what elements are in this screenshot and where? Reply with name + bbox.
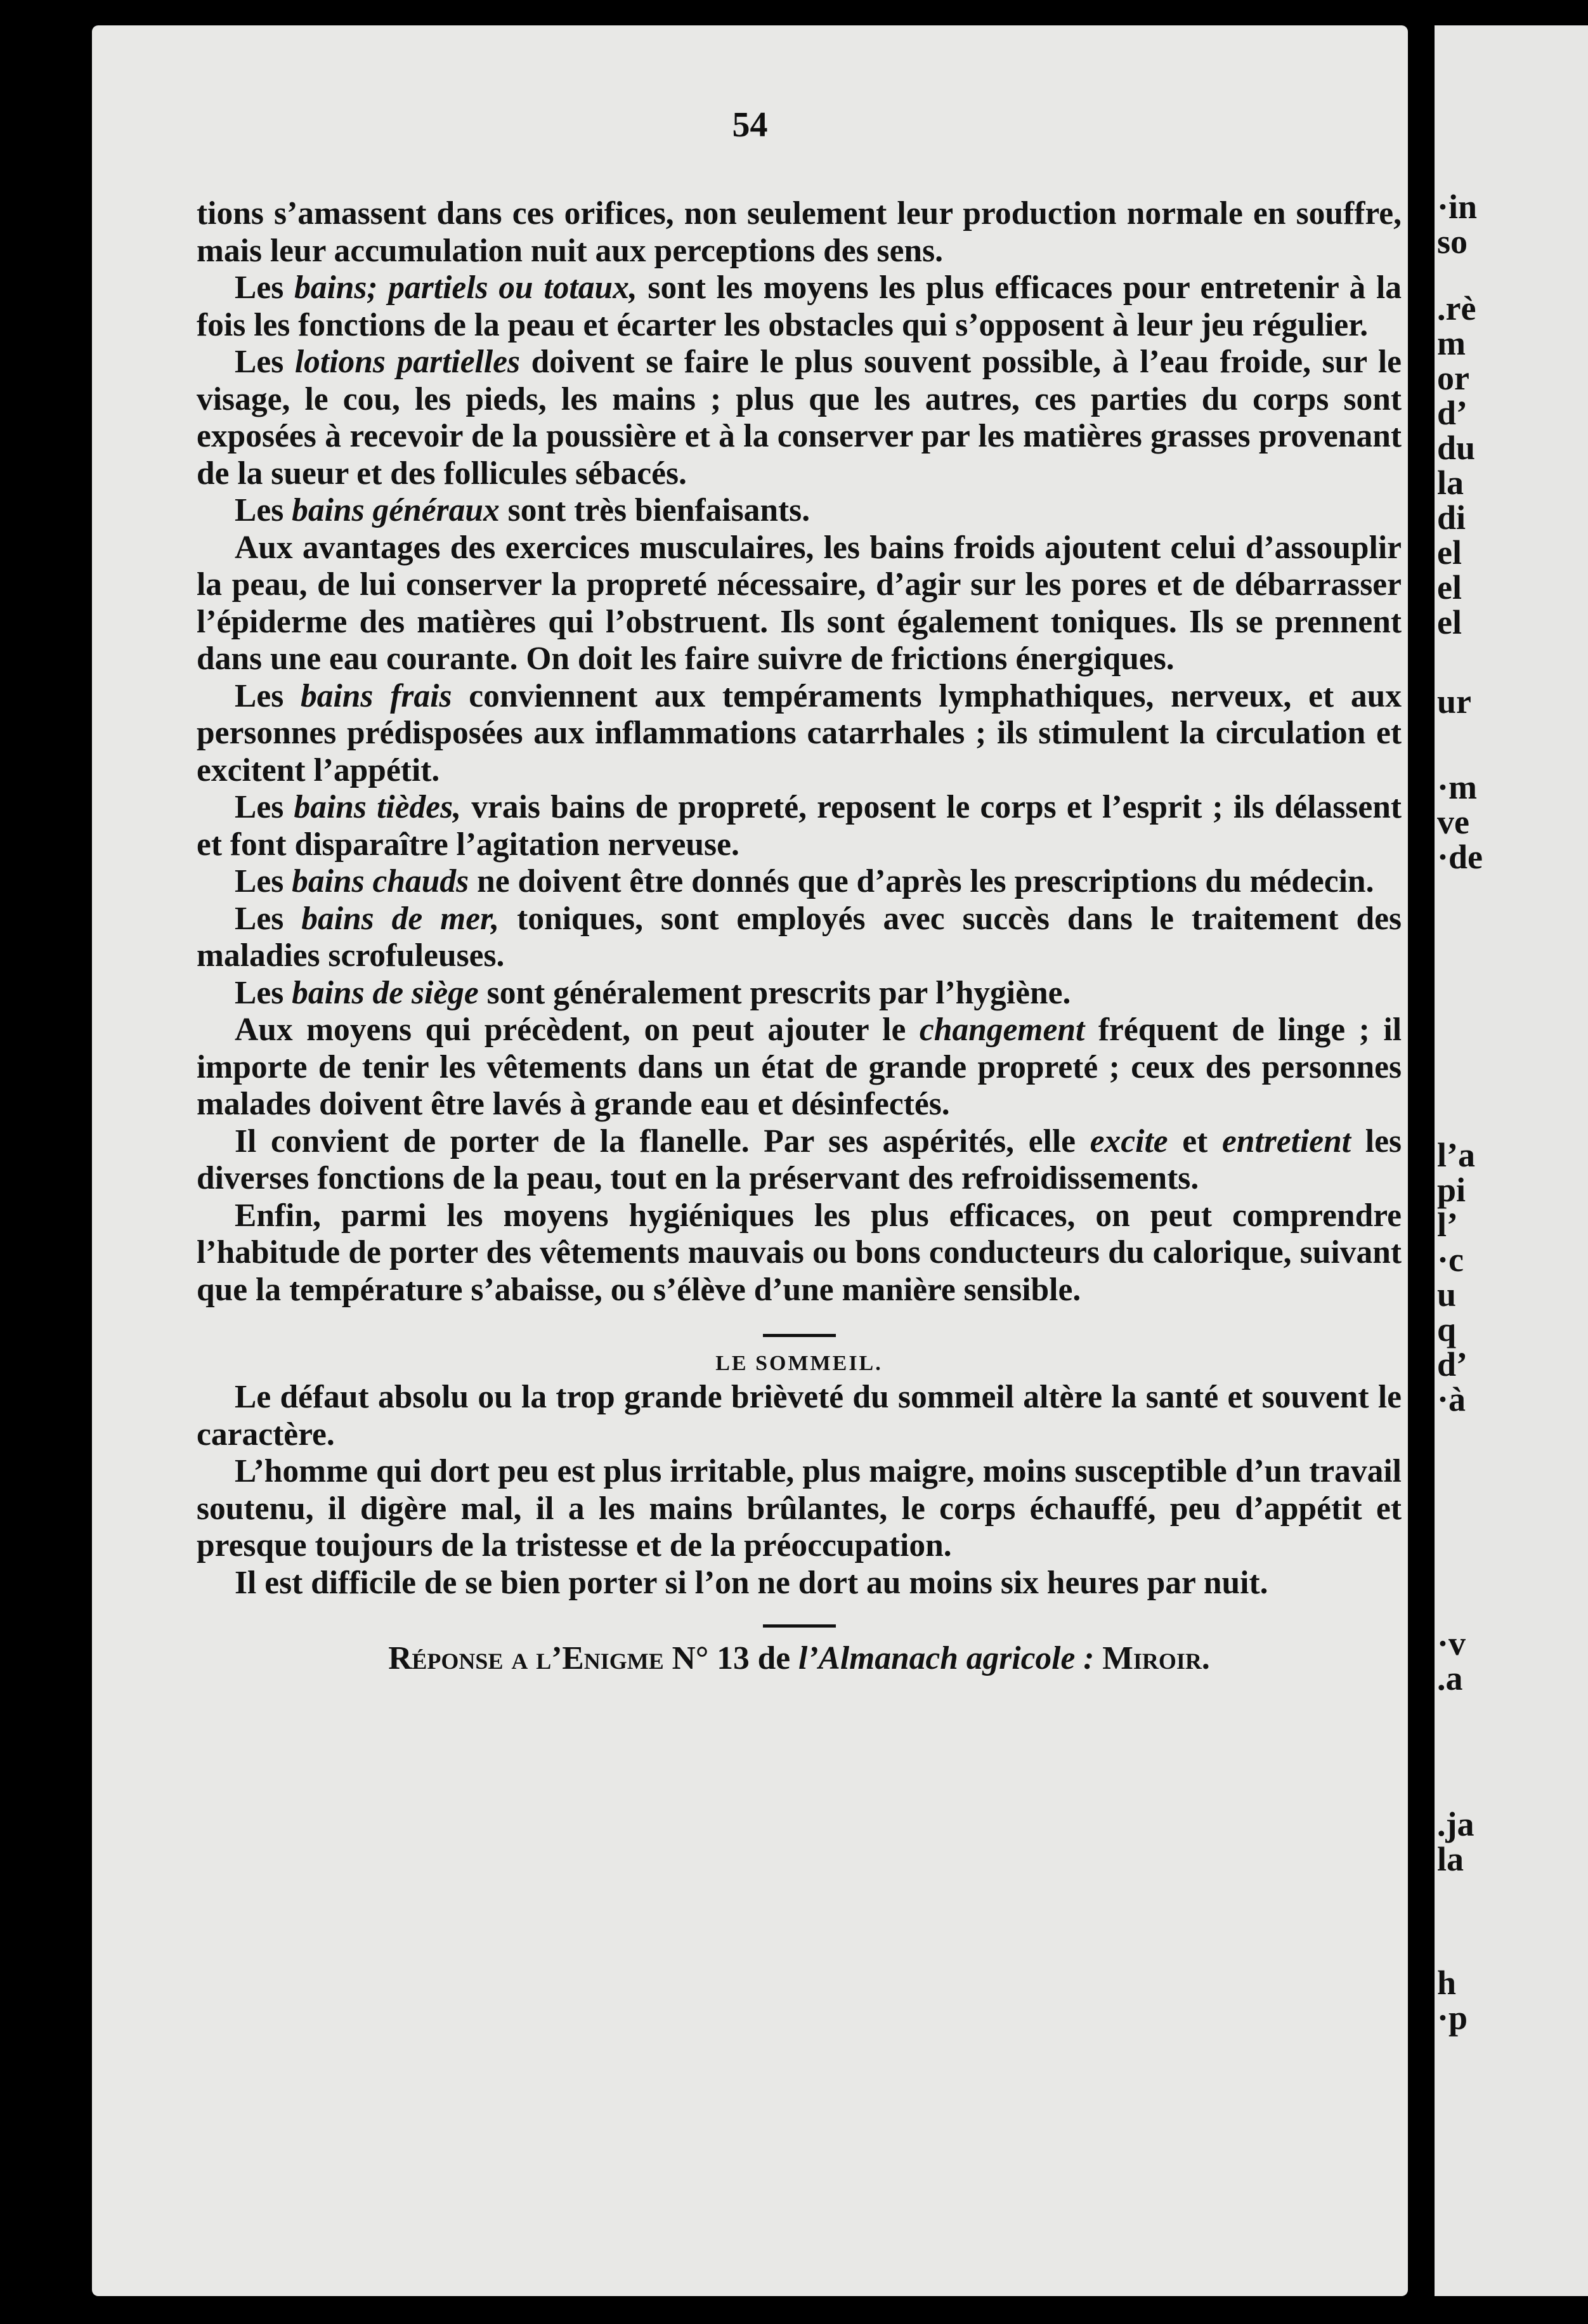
answer-label: Réponse a l’Enigme — [388, 1640, 664, 1676]
sommeil-paragraph — [197, 1379, 1402, 1453]
text-run: Il convient de porter de la flanelle. Par ses aspérités, elle — [235, 1123, 1090, 1159]
answer-source: l’Almanach agricole : — [798, 1640, 1095, 1676]
adjacent-page-text: ·in — [1437, 188, 1478, 226]
text-run: Aux avantages des exercices musculaires, les bains froids ajoutent celui d’assouplir la peau, de lui conserver la propreté nécessaire, d’agir sur les pores et de débarrasser l’épiderme des matières qui l’obstruent. Ils sont également toniques. Ils se prennent dans une eau courante. On doit les faire suivre de frictions énergiques. — [197, 529, 1402, 677]
body-paragraph — [197, 863, 1402, 901]
answer-number: N° 13 — [672, 1640, 750, 1676]
section-le-sommeil — [197, 1334, 1402, 1602]
riddle-answer — [197, 1640, 1402, 1678]
text-run: ne doivent être donnés que d’après les prescriptions du médecin. — [469, 863, 1374, 899]
text-run: Aux moyens qui précèdent, on peut ajouter le — [235, 1012, 920, 1048]
adjacent-page-text: ur — [1437, 682, 1471, 721]
page-body — [197, 195, 1402, 1678]
text-run: vrais bains de propreté, reposent le corps et l’esprit ; ils délassent et font disparaître l’agitation nerveuse. — [197, 789, 1402, 863]
text-run: Enfin, parmi les moyens hygiéniques les plus efficaces, on peut comprendre l’habitude de porter des vêtements mauvais ou bons conducteurs du calorique, suivant que la température s’abaisse, ou s’élève d’une manière sensible. — [197, 1197, 1402, 1308]
adjacent-page-text: el — [1437, 568, 1462, 606]
italic-term: bains généraux — [292, 492, 500, 528]
adjacent-page-text: ·à — [1437, 1380, 1466, 1418]
text-run: Les — [235, 492, 292, 528]
sommeil-paragraph — [197, 1565, 1402, 1602]
text-run: doivent se faire le plus souvent possible, à l’eau froide, sur le visage, le cou, les pieds, les mains ; plus que les autres, ces parties du corps sont exposées à recevoir de la poussière et à la conserver par les matières grasses provenant de la sueur et des follicules sébacés. — [197, 344, 1402, 492]
adjacent-page-text: pi — [1437, 1171, 1466, 1209]
page-number: 54 — [732, 105, 768, 145]
text-run: tions s’amassent dans ces orifices, non seulement leur production normale en souffre, mais leur accumulation nuit aux perceptions des sens. — [197, 195, 1402, 269]
body-paragraph — [197, 678, 1402, 790]
adjacent-page-text: el — [1437, 603, 1462, 641]
italic-term: bains frais — [300, 677, 452, 714]
text-run: Il est difficile de se bien porter si l’on ne dort au moins six heures par nuit. — [235, 1564, 1268, 1601]
text-run: fréquent de linge ; il importe de tenir les vêtements dans un état de grande propreté ; ceux des personnes malades doivent être lavés à grande eau et désinfectés. — [197, 1012, 1402, 1122]
book-page — [92, 25, 1408, 2296]
adjacent-page-text: d’ — [1437, 394, 1468, 432]
adjacent-page-text: la — [1437, 464, 1464, 502]
body-paragraph — [197, 1198, 1402, 1309]
text-run: Les — [235, 344, 295, 380]
body-paragraph — [197, 344, 1402, 492]
body-paragraph — [197, 1012, 1402, 1123]
main-paragraphs — [197, 195, 1402, 1309]
italic-term: bains de mer, — [301, 900, 500, 937]
adjacent-page-text: m — [1437, 324, 1466, 362]
text-run: Les — [235, 270, 294, 306]
adjacent-page-text: or — [1437, 359, 1469, 397]
body-paragraph — [197, 789, 1402, 863]
body-paragraph — [197, 492, 1402, 530]
body-paragraph — [197, 1123, 1402, 1198]
adjacent-page-text: la — [1437, 1840, 1464, 1878]
body-paragraph — [197, 270, 1402, 344]
adjacent-page-fragment — [1435, 25, 1588, 2296]
adjacent-page-text: di — [1437, 499, 1466, 537]
adjacent-page-text: ve — [1437, 803, 1469, 841]
text-run: Le défaut absolu ou la trop grande brièveté du sommeil altère la santé et souvent le caractère. — [197, 1379, 1402, 1452]
adjacent-page-text: el — [1437, 533, 1462, 571]
text-run: sont les moyens les plus efficaces pour entretenir à la fois les fonctions de la peau et écarter les obstacles qui s’opposent à leur jeu régulier. — [197, 270, 1402, 343]
italic-term: excite — [1090, 1123, 1168, 1159]
italic-term: bains de siège — [292, 974, 479, 1011]
italic-term: bains; partiels ou totaux, — [294, 270, 637, 306]
italic-term: lotions partielles — [294, 344, 521, 380]
text-run: L’homme qui dort peu est plus irritable, plus maigre, moins susceptible d’un travail soutenu, il digère mal, il a les mains brûlantes, le corps échauffé, peu d’appétit et presque toujours de la tristesse et de la préoccupation. — [197, 1453, 1402, 1563]
answer-rule — [763, 1624, 836, 1628]
adjacent-page-text: ·m — [1437, 768, 1477, 806]
body-paragraph — [197, 195, 1402, 270]
adjacent-page-text: ·de — [1437, 838, 1483, 876]
adjacent-page-text: ·p — [1437, 1999, 1468, 2037]
italic-term: entretient — [1221, 1123, 1351, 1159]
adjacent-page-text: l’a — [1437, 1136, 1475, 1174]
italic-term: bains tièdes, — [294, 789, 462, 825]
text-run: Les — [235, 863, 292, 899]
text-run: Les — [235, 974, 292, 1011]
adjacent-page-text: u — [1437, 1276, 1457, 1314]
adjacent-page-text: du — [1437, 429, 1476, 467]
adjacent-page-text: d’ — [1437, 1345, 1468, 1383]
section-rule — [763, 1334, 836, 1337]
text-run: sont très bienfaisants. — [499, 492, 810, 528]
answer-de: de — [749, 1640, 799, 1676]
adjacent-page-text: .ja — [1437, 1805, 1474, 1843]
adjacent-page-text: .a — [1437, 1659, 1463, 1697]
adjacent-page-text: so — [1437, 223, 1468, 261]
body-paragraph — [197, 975, 1402, 1012]
section-heading: LE SOMMEIL. — [715, 1352, 883, 1375]
text-run: Les — [235, 789, 294, 825]
adjacent-page-text: ·v — [1437, 1624, 1466, 1662]
text-run: et — [1168, 1123, 1222, 1159]
body-paragraph — [197, 530, 1402, 678]
adjacent-page-text: ·c — [1437, 1241, 1464, 1279]
text-run: Les — [235, 677, 301, 714]
italic-term: changement — [919, 1012, 1085, 1048]
text-run: conviennent aux tempéraments lymphathiques, nerveux, et aux personnes prédisposées aux inflammations catarrhales ; ils stimulent la circulation et excitent l’appétit. — [197, 677, 1402, 788]
text-run: les diverses fonctions de la peau, tout en la préservant des refroidissements. — [197, 1123, 1402, 1196]
adjacent-page-text: .rè — [1437, 289, 1476, 327]
adjacent-page-text: l’ — [1437, 1206, 1458, 1244]
answer-solution: Miroir. — [1102, 1640, 1210, 1676]
adjacent-page-text: h — [1437, 1964, 1457, 2002]
sommeil-paragraph — [197, 1453, 1402, 1565]
adjacent-page-text: q — [1437, 1310, 1457, 1348]
text-run: Les — [235, 900, 302, 937]
italic-term: bains chauds — [292, 863, 469, 899]
body-paragraph — [197, 901, 1402, 975]
text-run: sont généralement prescrits par l’hygiène. — [478, 974, 1071, 1011]
section-paragraphs — [197, 1379, 1402, 1602]
text-run: toniques, sont employés avec succès dans le traitement des maladies scrofuleuses. — [197, 900, 1402, 974]
